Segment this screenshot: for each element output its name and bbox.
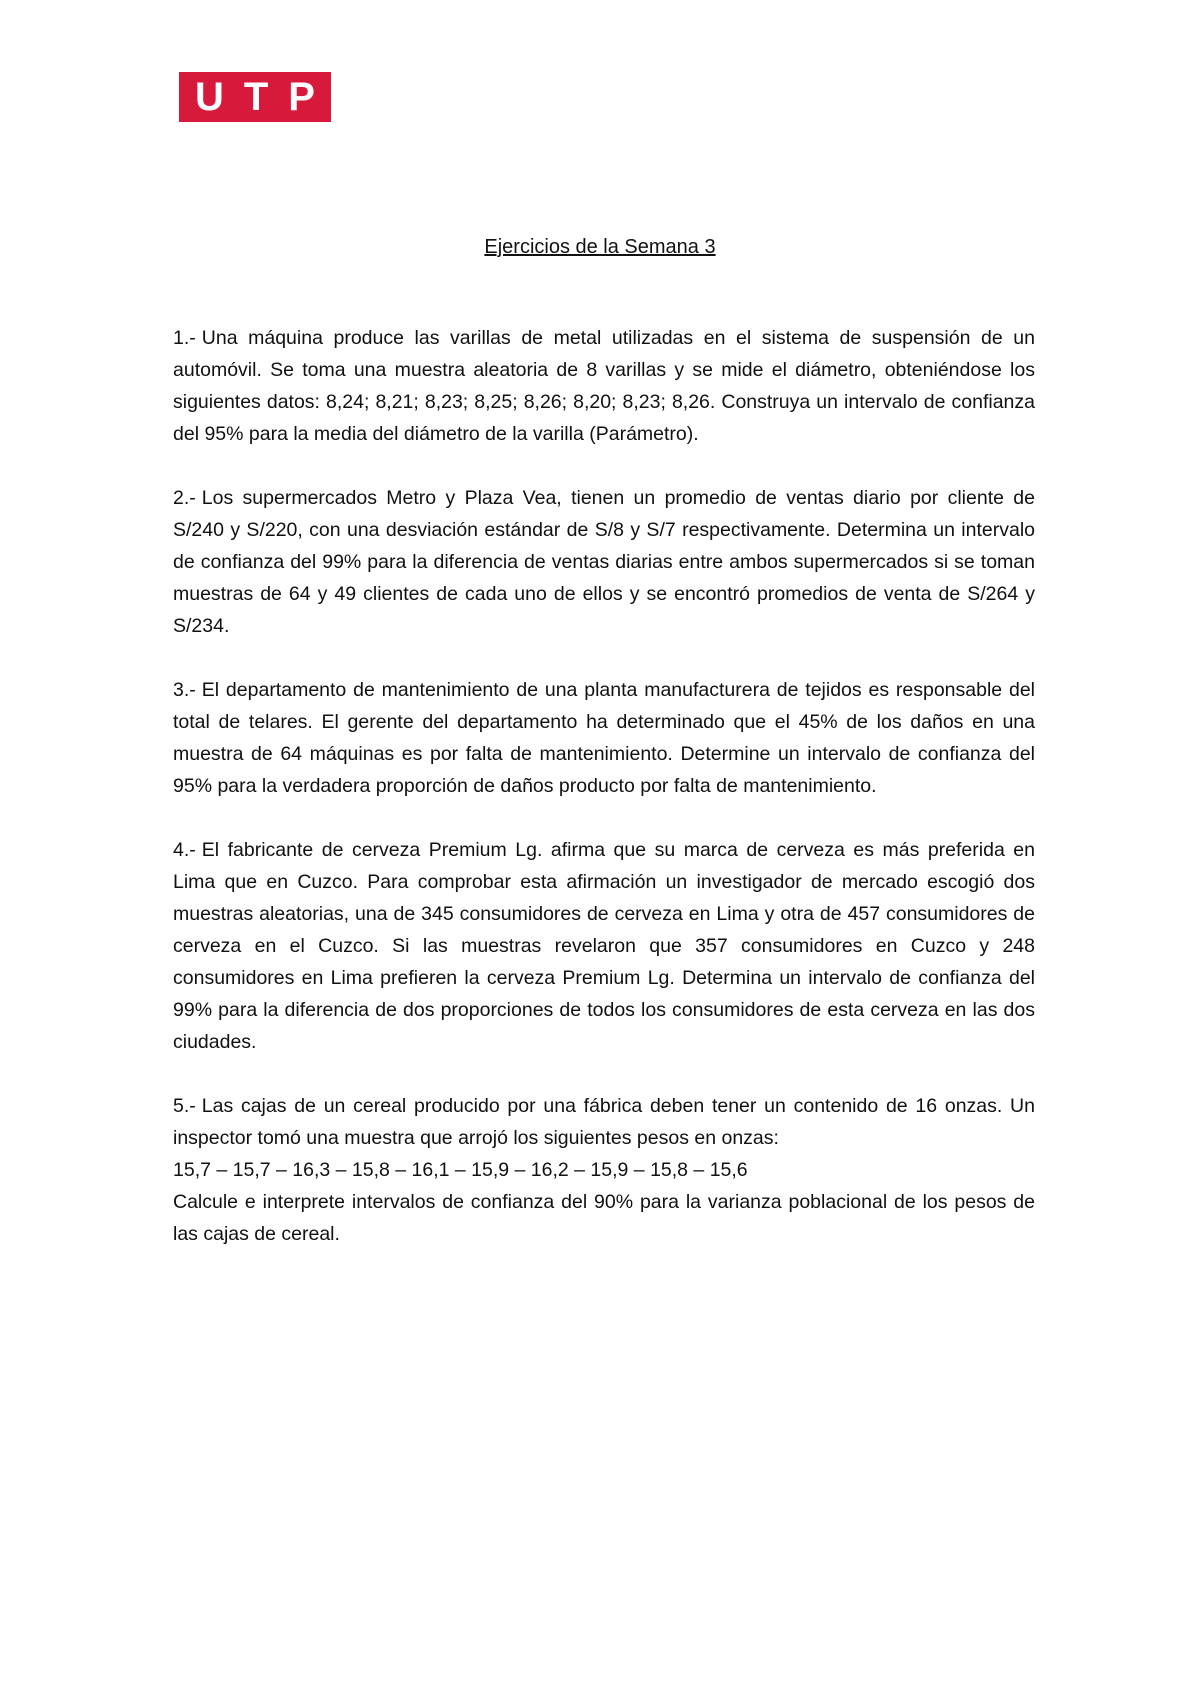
exercise-text: El fabricante de cerveza Premium Lg. afirma que su marca de cerveza es más preferida en Lima que en Cuzco. Para comprobar esta afirmación un investigador de mercado escogió dos muestras aleatorias, una de 345 consumidores de cerveza en Lima y otra de 457 consumidores de cerveza en el Cuzco. Si las muestras revelaron que 357 consumidores en Cuzco y 248 consumidores en Lima prefieren la cerveza Premium Lg. Determina un intervalo de confianza del 99% para la diferencia de dos proporciones de todos los consumidores de esta cerveza en las dos ciudades.: [173, 839, 1035, 1053]
exercise-list: [173, 322, 1035, 1282]
exercise-4: [173, 834, 1035, 1058]
exercise-text: Los supermercados Metro y Plaza Vea, tienen un promedio de ventas diario por cliente de S/240 y S/220, con una desviación estándar de S/8 y S/7 respectivamente. Determina un intervalo de confianza del 99% para la diferencia de ventas diarias entre ambos supermercados si se toman muestras de 64 y 49 clientes de cada uno de ellos y se encontró promedios de venta de S/264 y S/234.: [173, 487, 1035, 637]
exercise-text: Una máquina produce las varillas de metal utilizadas en el sistema de suspensión de un automóvil. Se toma una muestra aleatoria de 8 varillas y se mide el diámetro, obteniéndose los siguientes datos: 8,24; 8,21; 8,23; 8,25; 8,26; 8,20; 8,23; 8,26. Construya un intervalo de confianza del 95% para la media del diámetro de la varilla (Parámetro).: [173, 327, 1035, 445]
exercise-number: 5.-: [173, 1095, 196, 1117]
logo-letter-u: U: [194, 75, 224, 119]
exercise-number: 3.-: [173, 679, 196, 701]
page-title: Ejercicios de la Semana 3: [484, 236, 716, 258]
logo-letter-t: T: [243, 75, 269, 119]
exercise-number: 4.-: [173, 839, 196, 861]
exercise-number: 2.-: [173, 487, 196, 509]
exercise-text: El departamento de mantenimiento de una planta manufacturera de tejidos es responsable del total de telares. El gerente del departamento ha determinado que el 45% de los daños en una muestra de 64 máquinas es por falta de mantenimiento. Determine un intervalo de confianza del 95% para la verdadera proporción de daños producto por falta de mantenimiento.: [173, 679, 1035, 797]
exercise-3: [173, 674, 1035, 802]
utp-logo: [179, 72, 331, 122]
exercise-5: [173, 1090, 1035, 1250]
exercise-text: Las cajas de un cereal producido por una fábrica deben tener un contenido de 16 onzas. Un inspector tomó una muestra que arrojó los siguientes pesos en onzas:: [173, 1095, 1035, 1149]
weights-data-line: 15,7 – 15,7 – 16,3 – 15,8 – 16,1 – 15,9 – 16,2 – 15,9 – 15,8 – 15,6: [173, 1159, 748, 1181]
exercise-instruction: Calcule e interprete intervalos de confianza del 90% para la varianza poblacional de los pesos de las cajas de cereal.: [173, 1191, 1035, 1245]
exercise-1: [173, 322, 1035, 450]
exercise-number: 1.-: [173, 327, 196, 349]
exercise-2: [173, 482, 1035, 642]
logo-letter-p: P: [288, 75, 315, 119]
